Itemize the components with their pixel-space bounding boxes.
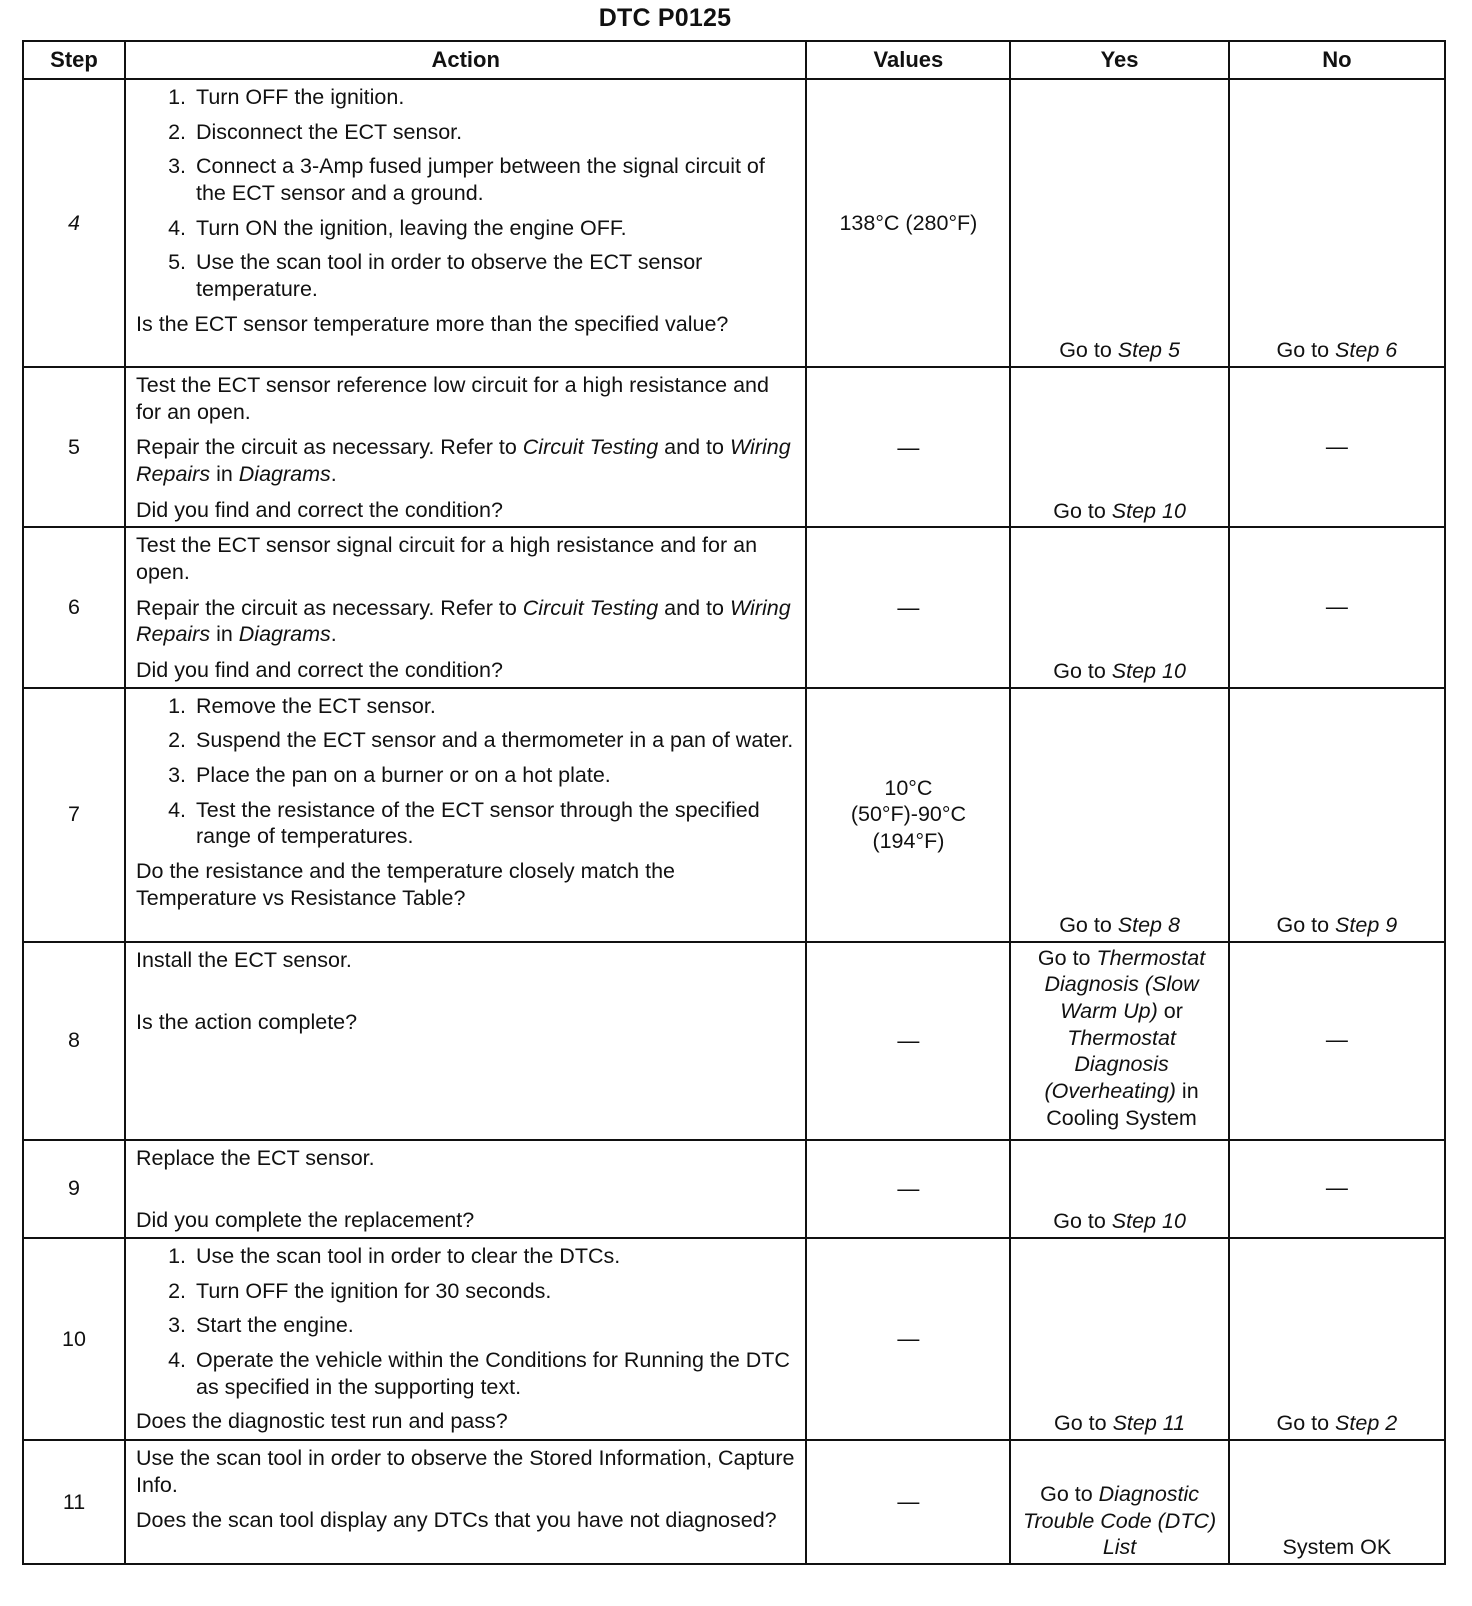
action-question: Do the resistance and the temperature closely match the Temperature vs Resistance Table? (136, 858, 675, 910)
yes-cell: Go to Diagnostic Trouble Code (DTC) List (1010, 1440, 1228, 1564)
action-question: Does the scan tool display any DTCs that you have not diagnosed? (136, 1508, 777, 1533)
value-line: (194°F) (872, 828, 945, 853)
yes-step-link: Step 8 (1117, 912, 1180, 937)
table-row (23, 79, 1445, 367)
action-item: 3. Place the pan on a burner or on a hot plate. (192, 762, 795, 789)
yes-step-link: Step 10 (1111, 1209, 1186, 1234)
action-item: 2. Turn OFF the ignition for 30 seconds. (192, 1278, 795, 1305)
table-row (23, 1440, 1445, 1564)
yes-step-link: Step 11 (1112, 1411, 1186, 1436)
value-cell: — (806, 1440, 1010, 1564)
table-row (23, 527, 1445, 687)
action-cell (125, 1238, 806, 1440)
action-item: 2. Suspend the ECT sensor and a thermometer in a pan of water. (192, 727, 795, 754)
table-row (23, 367, 1445, 527)
step-number: 11 (23, 1440, 125, 1564)
action-question: Did you complete the replacement? (136, 1208, 475, 1233)
action-question: Is the ECT sensor temperature more than the specified value? (136, 311, 729, 336)
step-number: 10 (23, 1238, 125, 1440)
value-line: (50°F)-90°C (850, 802, 966, 827)
table-row (23, 942, 1445, 1140)
value-cell: — (806, 1238, 1010, 1440)
no-prefix: Go to (1276, 338, 1336, 363)
action-item: 1. Remove the ECT sensor. (192, 693, 795, 720)
action-text: Use the scan tool in order to observe the Stored Information, Capture Info. (136, 1445, 795, 1497)
header-yes: Yes (1010, 41, 1228, 79)
no-step-link: Step 2 (1335, 1411, 1398, 1436)
page-title: DTC P0125 (598, 4, 732, 32)
action-cell (125, 688, 806, 942)
action-text: Test the ECT sensor signal circuit for a high resistance and for an open. (136, 533, 758, 584)
action-item: 4. Test the resistance of the ECT sensor through the specified range of temperatures. (192, 797, 795, 850)
action-question: Is the action complete? (136, 1010, 358, 1035)
action-text: Install the ECT sensor. (136, 947, 352, 972)
dtc-list-link: Diagnostic Trouble Code (DTC) List (1022, 1481, 1217, 1560)
no-cell (1229, 79, 1445, 367)
header-row (23, 41, 1445, 79)
step-number: 8 (23, 942, 125, 1140)
value-cell: — (806, 367, 1010, 527)
value-cell: — (806, 527, 1010, 687)
step-number: 6 (23, 527, 125, 687)
yes-step-link: Step 10 (1111, 658, 1186, 683)
header-no: No (1229, 41, 1445, 79)
step-number: 4 (23, 79, 125, 367)
no-cell: — (1229, 1140, 1445, 1238)
yes-step-link: Step 5 (1117, 338, 1180, 363)
action-item: 5. Use the scan tool in order to observe the ECT sensor temperature. (192, 249, 795, 302)
action-question: Did you find and correct the condition? (136, 657, 503, 682)
table-row (23, 1140, 1445, 1238)
value-cell: 138°C (280°F) (806, 79, 1010, 367)
yes-cell: Go to Thermostat Diagnosis (Slow Warm Up) or Thermostat Diagnosis (Overheating) in Cooling System (1010, 942, 1228, 1140)
table-row (23, 1238, 1445, 1440)
yes-cell: Go to Step 10 (1010, 527, 1228, 687)
thermostat-overheat-link: Thermostat Diagnosis (Overheating) (1044, 1025, 1176, 1103)
action-cell (125, 367, 806, 527)
header-action: Action (125, 41, 806, 79)
action-question: Does the diagnostic test run and pass? (136, 1409, 508, 1434)
action-cell (125, 942, 806, 1140)
action-item: 2. Disconnect the ECT sensor. (192, 119, 795, 146)
action-item: 1. Use the scan tool in order to clear the DTCs. (192, 1243, 795, 1270)
action-repair: Repair the circuit as necessary. Refer to Circuit Testing and to Wiring Repairs in Diagrams. (136, 595, 791, 647)
action-item: 3. Start the engine. (192, 1312, 795, 1339)
action-repair: Repair the circuit as necessary. Refer to Circuit Testing and to Wiring Repairs in Diagrams. (136, 435, 791, 486)
action-item: 1. Turn OFF the ignition. (192, 84, 795, 111)
no-cell: Go to Step 9 (1229, 688, 1445, 942)
value-cell: — (806, 942, 1010, 1140)
action-item: 3. Connect a 3-Amp fused jumper between the signal circuit of the ECT sensor and a ground. (192, 153, 795, 206)
action-text: Replace the ECT sensor. (136, 1145, 375, 1170)
yes-cell (1010, 79, 1228, 367)
table-row (23, 688, 1445, 942)
action-cell (125, 1140, 806, 1238)
action-cell (125, 1440, 806, 1564)
yes-step-link: Step 10 (1111, 498, 1186, 523)
yes-cell: Go to Step 10 (1010, 1140, 1228, 1238)
thermostat-slow-link: Thermostat Diagnosis (Slow Warm Up) (1044, 945, 1206, 1023)
yes-prefix: Go to (1059, 338, 1118, 363)
header-values: Values (806, 41, 1010, 79)
action-question: Did you find and correct the condition? (136, 497, 503, 522)
no-cell: — (1229, 527, 1445, 687)
value-cell: — (806, 1140, 1010, 1238)
yes-cell: Go to Step 11 (1010, 1238, 1228, 1440)
step-number: 7 (23, 688, 125, 942)
value-line: 10°C (884, 775, 933, 800)
yes-cell: Go to Step 8 (1010, 688, 1228, 942)
step-number: 5 (23, 367, 125, 527)
no-step-link: Step 6 (1335, 338, 1398, 363)
action-item: 4. Operate the vehicle within the Conditions for Running the DTC as specified in the supporting text. (192, 1347, 795, 1400)
header-step: Step (23, 41, 125, 79)
action-cell (125, 527, 806, 687)
dtc-table (22, 40, 1446, 1565)
step-number: 9 (23, 1140, 125, 1238)
action-text: Test the ECT sensor reference low circuit for a high resistance and for an open. (136, 373, 769, 424)
no-cell: System OK (1229, 1440, 1445, 1564)
no-cell: — (1229, 942, 1445, 1140)
no-cell: — (1229, 367, 1445, 527)
action-item: 4. Turn ON the ignition, leaving the engine OFF. (192, 215, 795, 242)
yes-cell: Go to Step 10 (1010, 367, 1228, 527)
no-cell: Go to Step 2 (1229, 1238, 1445, 1440)
action-cell (125, 79, 806, 367)
no-step-link: Step 9 (1335, 912, 1398, 937)
value-cell (806, 688, 1010, 942)
